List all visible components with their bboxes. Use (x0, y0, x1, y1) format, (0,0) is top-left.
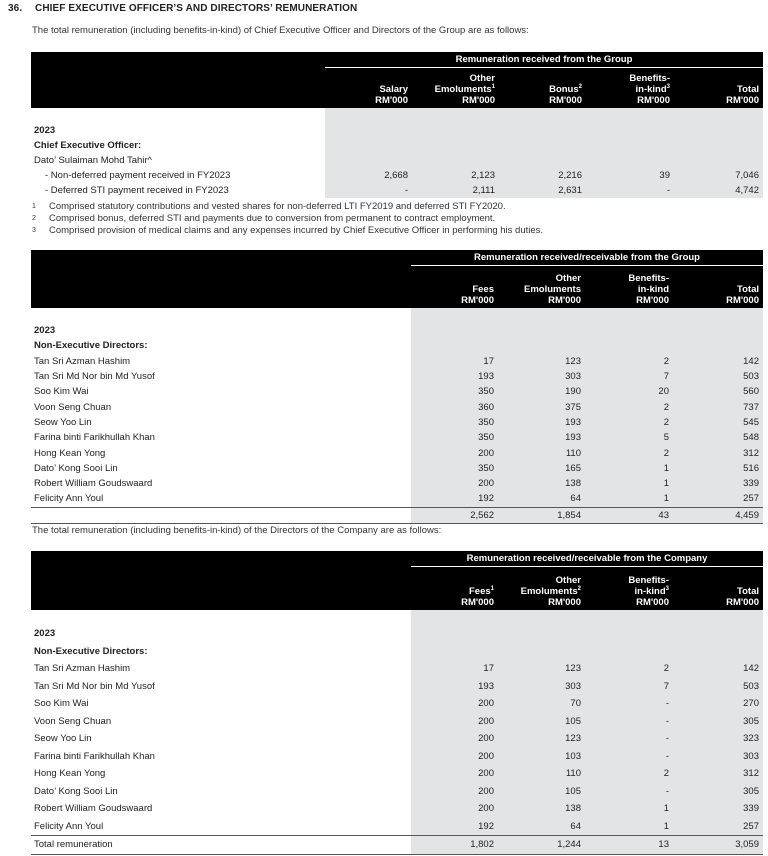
cell-value: - (585, 713, 673, 731)
cell-value: 123 (498, 660, 585, 678)
total-value: 3,059 (673, 836, 763, 855)
row-label: - Non-deferred payment received in FY2023 (45, 170, 231, 181)
row-label: Farina binti Farikhullah Khan (34, 750, 155, 762)
table-row (31, 800, 763, 818)
cell-value: 350 (411, 430, 498, 445)
total-label (31, 507, 411, 523)
column-header-label: in-kind (637, 284, 669, 295)
column-header (673, 566, 763, 610)
column-header-label: Emoluments (434, 84, 492, 95)
footnote-ref: 3 (665, 586, 669, 592)
cell-value: 312 (673, 765, 763, 783)
cell-value: 39 (586, 168, 674, 183)
table-row (31, 748, 763, 766)
column-header-label: Bonus (549, 84, 579, 95)
cell-value: 142 (673, 354, 763, 369)
cell-value: 1 (585, 491, 673, 507)
column-header (498, 566, 585, 610)
column-header-label: Emoluments (523, 284, 581, 295)
table-row (31, 713, 763, 731)
cell-value: 2,111 (412, 183, 499, 198)
column-header (412, 67, 499, 108)
table-row (31, 643, 763, 661)
footnote-ref: 2 (577, 586, 581, 592)
column-header-unit: RM'000 (549, 95, 582, 106)
group-directors-table (31, 250, 763, 524)
column-header-unit: RM'000 (461, 597, 494, 608)
cell-value: 165 (498, 461, 585, 476)
cell-value: 350 (411, 461, 498, 476)
table-row (31, 108, 763, 123)
column-header (498, 265, 585, 308)
cell-value: 516 (673, 461, 763, 476)
cell-value: 123 (498, 730, 585, 748)
column-header-unit: RM'000 (726, 597, 759, 608)
table-row (31, 384, 763, 399)
table-row (31, 153, 763, 168)
row-label: Tan Sri Azman Hashim (34, 355, 131, 367)
intro-text-group: The total remuneration (including benefits-in-kind) of Chief Executive Officer and Directors of the Group are as follows: (32, 25, 529, 36)
cell-value: 2,216 (499, 168, 586, 183)
cell-value: 303 (498, 369, 585, 384)
ceo-group-header: Remuneration received from the Group (325, 52, 763, 67)
column-header (585, 265, 673, 308)
cell-value: 503 (673, 678, 763, 696)
column-header-line1: Benefits- (629, 73, 670, 84)
cell-value: - (585, 695, 673, 713)
cell-value: 200 (411, 695, 498, 713)
column-header-line1: Other (555, 575, 581, 586)
cell-value: 1 (585, 461, 673, 476)
column-header-unit: RM'000 (726, 95, 759, 106)
footnotes (32, 201, 543, 237)
cell-value: 103 (498, 748, 585, 766)
footnote-text: Comprised bonus, deferred STI and payments due to conversion from permanent to contract employment. (49, 213, 496, 224)
cell-value: 1 (585, 818, 673, 836)
column-header-line1: Other (555, 273, 581, 284)
table-row (31, 338, 763, 353)
footnote-ref: 1 (490, 586, 494, 592)
cell-value: 339 (673, 800, 763, 818)
cell-value: 360 (411, 399, 498, 414)
cell-value: 105 (498, 713, 585, 731)
cell-value: - (586, 183, 674, 198)
cell-value: 323 (673, 730, 763, 748)
column-header (411, 265, 498, 308)
section-title: CHIEF EXECUTIVE OFFICER’S AND DIRECTORS’ REMUNERATION (35, 3, 358, 14)
cell-value: 548 (673, 430, 763, 445)
total-row (31, 836, 763, 855)
total-label: Total remuneration (31, 836, 411, 855)
table-row (31, 765, 763, 783)
cell-value: 123 (498, 354, 585, 369)
cell-value: 70 (498, 695, 585, 713)
column-header-unit: RM'000 (637, 95, 670, 106)
cell-value: 192 (411, 818, 498, 836)
row-label: Hong Kean Yong (34, 768, 106, 780)
cell-value: 305 (673, 713, 763, 731)
footnote-mark: 2 (32, 215, 36, 222)
cell-value: 200 (411, 713, 498, 731)
cell-value: 2 (585, 765, 673, 783)
table-row (31, 123, 763, 138)
cell-value: 200 (411, 800, 498, 818)
column-header-label: Total (737, 284, 759, 295)
cell-value: 737 (673, 399, 763, 414)
year-label: 2023 (34, 125, 56, 136)
row-label: Seow Yoo Lin (34, 733, 92, 745)
table-row (31, 818, 763, 836)
total-row (31, 507, 763, 523)
table-row (31, 323, 763, 338)
table-row (31, 308, 763, 323)
table-subheading: Non-Executive Directors: (34, 645, 148, 657)
cell-value: - (585, 730, 673, 748)
cell-value: 193 (498, 415, 585, 430)
footnote (32, 213, 543, 225)
cell-value: 350 (411, 415, 498, 430)
table-row (31, 476, 763, 491)
column-header-line1: Benefits- (628, 273, 669, 284)
column-header-unit: RM'000 (636, 295, 669, 306)
row-label: - Deferred STI payment received in FY2023 (45, 185, 229, 196)
row-label: Hong Kean Yong (34, 447, 106, 459)
cell-value: 560 (673, 384, 763, 399)
cell-value: 138 (498, 800, 585, 818)
cell-value: - (585, 783, 673, 801)
total-value: 4,459 (673, 507, 763, 523)
table-row (31, 678, 763, 696)
footnote-ref: 2 (578, 84, 582, 90)
total-value: 1,854 (498, 507, 585, 523)
cell-value: - (585, 748, 673, 766)
column-header-unit: RM'000 (461, 295, 494, 306)
row-label: Voon Seng Chuan (34, 715, 112, 727)
cell-value: 200 (411, 476, 498, 491)
ceo-remuneration-table (31, 52, 763, 198)
cell-value: 303 (498, 678, 585, 696)
row-label: Farina binti Farikhullah Khan (34, 432, 155, 444)
total-value: 1,244 (498, 836, 585, 855)
person-name: Dato’ Sulaiman Mohd Tahir^ (34, 155, 152, 166)
column-header-line1: Benefits- (628, 575, 669, 586)
total-value: 1,802 (411, 836, 498, 855)
column-header (585, 566, 673, 610)
table-row (31, 610, 763, 625)
company-directors-table (31, 551, 763, 855)
column-header-unit: RM'000 (548, 295, 581, 306)
column-header-label: Total (737, 586, 759, 597)
column-header-unit: RM'000 (548, 597, 581, 608)
section-heading (8, 3, 357, 14)
cell-value: 545 (673, 415, 763, 430)
table-row (31, 354, 763, 369)
cell-value: 1 (585, 800, 673, 818)
table-row (31, 430, 763, 445)
cell-value: 7 (585, 369, 673, 384)
row-label: Robert William Goudswaard (34, 478, 153, 490)
row-label: Felicity Ann Youl (34, 820, 104, 832)
table-row (31, 168, 763, 183)
cell-value: 190 (498, 384, 585, 399)
footnote (32, 201, 543, 213)
cell-value: 312 (673, 445, 763, 460)
table-row (31, 783, 763, 801)
cell-value: 2 (585, 660, 673, 678)
cell-value: 257 (673, 491, 763, 507)
cell-value: 64 (498, 818, 585, 836)
cell-value: 4,742 (674, 183, 763, 198)
row-label: Dato’ Kong Sooi Lin (34, 462, 118, 474)
column-header-label: in-kind (634, 586, 666, 597)
total-value: 43 (585, 507, 673, 523)
column-header (411, 566, 498, 610)
cell-value: 7 (585, 678, 673, 696)
cell-value: 142 (673, 660, 763, 678)
column-header (325, 67, 412, 108)
cell-value: 303 (673, 748, 763, 766)
table-row (31, 183, 763, 198)
cell-value: 200 (411, 783, 498, 801)
table-row (31, 461, 763, 476)
intro-text-company: The total remuneration (including benefits-in-kind) of the Directors of the Company are as follows: (32, 525, 442, 536)
table-row (31, 695, 763, 713)
cell-value: 503 (673, 369, 763, 384)
cell-value: 110 (498, 445, 585, 460)
cell-value: 2 (585, 354, 673, 369)
footnote (32, 225, 543, 237)
cell-value: 2 (585, 445, 673, 460)
cell-value: 20 (585, 384, 673, 399)
cell-value: 200 (411, 445, 498, 460)
column-header-label: Salary (379, 84, 408, 95)
cell-value: 2 (585, 399, 673, 414)
footnote-ref: 3 (666, 84, 670, 90)
cell-value: 2,631 (499, 183, 586, 198)
footnote-mark: 3 (32, 227, 36, 234)
row-label: Dato’ Kong Sooi Lin (34, 785, 118, 797)
cell-value: 350 (411, 384, 498, 399)
cell-value: 1 (585, 476, 673, 491)
cell-value: 200 (411, 748, 498, 766)
column-header-label: Fees (469, 586, 491, 597)
group-header: Remuneration received/receivable from the Group (411, 250, 763, 265)
cell-value: 193 (498, 430, 585, 445)
row-label: Seow Yoo Lin (34, 416, 92, 428)
year-label: 2023 (34, 628, 56, 640)
row-label: Robert William Goudswaard (34, 803, 153, 815)
cell-value: 17 (411, 660, 498, 678)
total-value: 2,562 (411, 507, 498, 523)
cell-value: 193 (411, 369, 498, 384)
table-row (31, 625, 763, 643)
cell-value: 105 (498, 783, 585, 801)
cell-value: 193 (411, 678, 498, 696)
column-header-line1: Other (469, 73, 495, 84)
row-label: Voon Seng Chuan (34, 401, 112, 413)
column-header (674, 67, 763, 108)
cell-value: 64 (498, 491, 585, 507)
row-label: Tan Sri Azman Hashim (34, 663, 131, 675)
column-header-unit: RM'000 (462, 95, 495, 106)
column-header-label: Emoluments (520, 586, 578, 597)
column-header-label: Fees (472, 284, 494, 295)
cell-value: 138 (498, 476, 585, 491)
row-label: Soo Kim Wai (34, 386, 89, 398)
row-label: Felicity Ann Youl (34, 493, 104, 505)
footnote-text: Comprised statutory contributions and vested shares for non-deferred LTI FY2019 and deferred STI FY2020. (49, 201, 506, 212)
column-header-unit: RM'000 (726, 295, 759, 306)
column-header-unit: RM'000 (636, 597, 669, 608)
table-subheading: Non-Executive Directors: (34, 340, 148, 352)
cell-value: 110 (498, 765, 585, 783)
cell-value: 305 (673, 783, 763, 801)
row-label: Soo Kim Wai (34, 698, 89, 710)
footnote-ref: 1 (491, 84, 495, 90)
cell-value: - (325, 183, 412, 198)
cell-value: 2 (585, 415, 673, 430)
company-header: Remuneration received/receivable from the Company (411, 551, 763, 566)
cell-value: 200 (411, 765, 498, 783)
table-row (31, 399, 763, 414)
table-row (31, 369, 763, 384)
cell-value: 192 (411, 491, 498, 507)
cell-value: 375 (498, 399, 585, 414)
year-label: 2023 (34, 325, 56, 337)
footnote-text: Comprised provision of medical claims and any expenses incurred by Chief Executive Officer in performing his duties. (49, 225, 544, 236)
table-row (31, 730, 763, 748)
column-header (673, 265, 763, 308)
cell-value: 200 (411, 730, 498, 748)
cell-value: 339 (673, 476, 763, 491)
footnote-mark: 1 (32, 203, 36, 210)
column-header (499, 67, 586, 108)
section-number: 36. (8, 3, 23, 14)
column-header-label: Total (737, 84, 759, 95)
cell-value: 2,668 (325, 168, 412, 183)
table-row (31, 415, 763, 430)
cell-value: 2,123 (412, 168, 499, 183)
table-row (31, 445, 763, 460)
total-value: 13 (585, 836, 673, 855)
table-row (31, 660, 763, 678)
table-row (31, 491, 763, 507)
table-subheading: Chief Executive Officer: (34, 140, 142, 151)
column-header-label: in-kind (635, 84, 667, 95)
row-label: Tan Sri Md Nor bin Md Yusof (34, 371, 155, 383)
cell-value: 270 (673, 695, 763, 713)
row-label: Tan Sri Md Nor bin Md Yusof (34, 680, 155, 692)
cell-value: 5 (585, 430, 673, 445)
column-header (586, 67, 674, 108)
cell-value: 7,046 (674, 168, 763, 183)
column-header-unit: RM'000 (375, 95, 408, 106)
cell-value: 17 (411, 354, 498, 369)
table-row (31, 138, 763, 153)
cell-value: 257 (673, 818, 763, 836)
